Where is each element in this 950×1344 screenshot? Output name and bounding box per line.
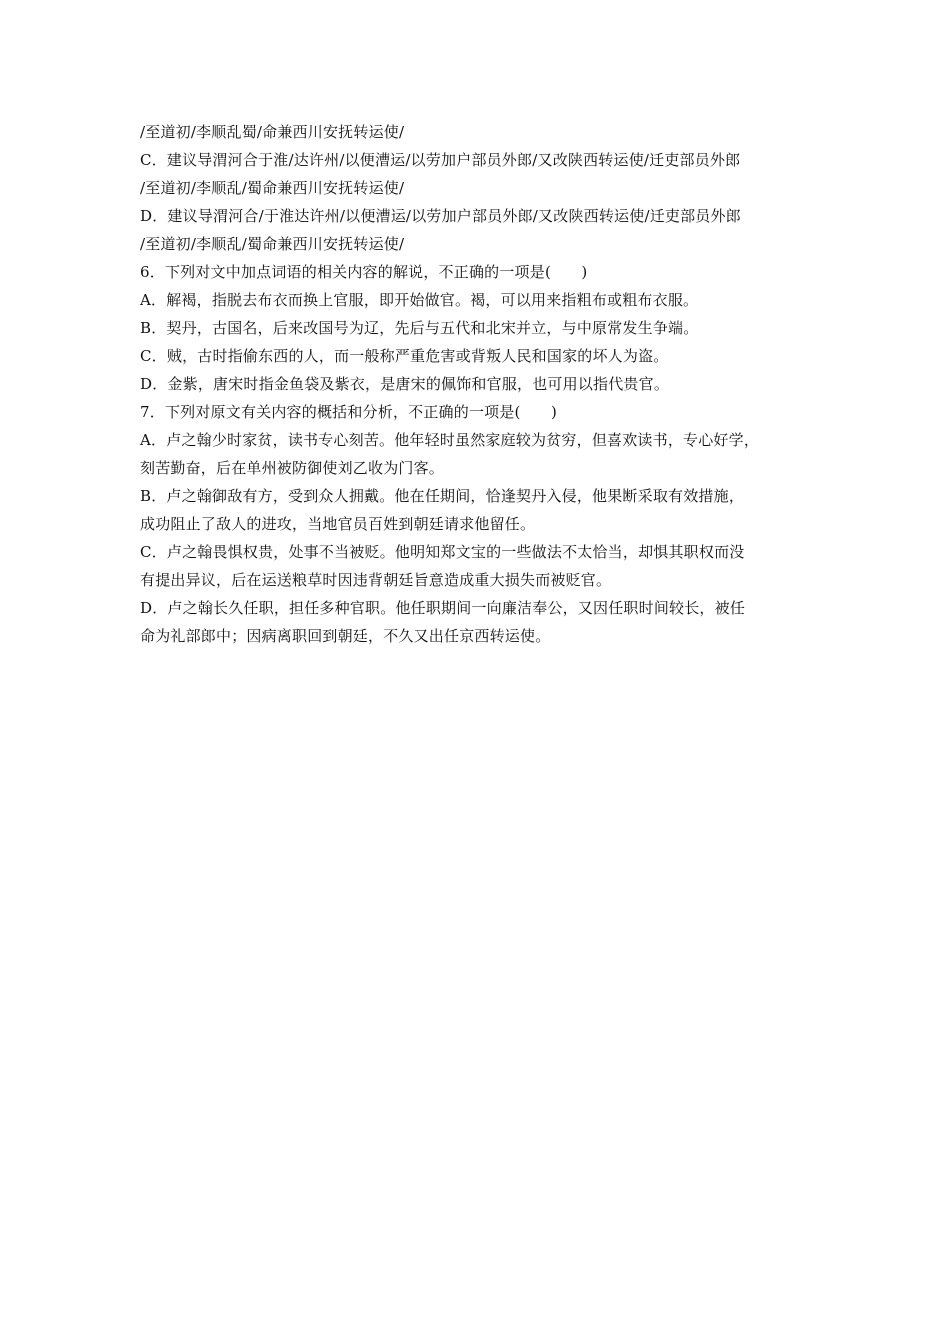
document-body [140,118,820,650]
option-d-line-2: /至道初/李顺乱/蜀命兼西川安抚转运使/ [140,235,405,253]
question-7-option-d-line-1: D．卢之翰长久任职，担任多种官职。他任职期间一向廉洁奉公，又因任职时间较长，被任 [140,599,746,617]
question-7-option-b-line-1: B．卢之翰御敌有方，受到众人拥戴。他在任期间，恰逢契丹入侵，他果断采取有效措施， [140,487,745,505]
question-7-stem: 7．下列对原文有关内容的概括和分析，不正确的一项是( ) [140,403,558,421]
question-7-option-d-line-2: 命为礼部郎中；因病离职回到朝廷，不久又出任京西转运使。 [140,627,551,645]
question-6-option-d: D．金紫，唐宋时指金鱼袋及紫衣，是唐宋的佩饰和官服，也可用以指代贵官。 [140,375,670,393]
option-d-line-1: D．建议导渭河合/于淮达许州/以便漕运/以劳加户部员外郎/又改陕西转运使/迁吏部员外郎 [140,207,741,225]
question-6-option-c: C．贼，古时指偷东西的人，而一般称严重危害或背叛人民和国家的坏人为盗。 [140,347,669,365]
question-6-option-b: B．契丹，古国名，后来改国号为辽，先后与五代和北宋并立，与中原常发生争端。 [140,319,699,337]
question-7-option-a-line-1: A．卢之翰少时家贫，读书专心刻苦。他年轻时虽然家庭较为贫穷，但喜欢读书，专心好学， [140,431,760,449]
question-7-option-c-line-2: 有提出异议，后在运送粮草时因违背朝廷旨意造成重大损失而被贬官。 [140,571,612,589]
question-7-option-b-line-2: 成功阻止了敌人的进攻，当地官员百姓到朝廷请求他留任。 [140,515,536,533]
question-6-stem: 6．下列对文中加点词语的相关内容的解说，不正确的一项是( ) [140,263,588,281]
option-b-continuation: /至道初/李顺乱蜀/命兼西川安抚转运使/ [140,123,405,141]
question-6-option-a: A．解褐，指脱去布衣而换上官服，即开始做官。褐，可以用来指粗布或粗布衣服。 [140,291,699,309]
question-7-option-c-line-1: C．卢之翰畏惧权贵，处事不当被贬。他明知郑文宝的一些做法不太恰当，却惧其职权而没 [140,543,745,561]
option-c-line-2: /至道初/李顺乱/蜀命兼西川安抚转运使/ [140,179,405,197]
option-c-line-1: C．建议导渭河合于淮/达许州/以便漕运/以劳加户部员外郎/又改陕西转运使/迁吏部员外郎 [140,151,741,169]
question-7-option-a-line-2: 刻苦勤奋，后在单州被防御使刘乙收为门客。 [140,459,445,477]
